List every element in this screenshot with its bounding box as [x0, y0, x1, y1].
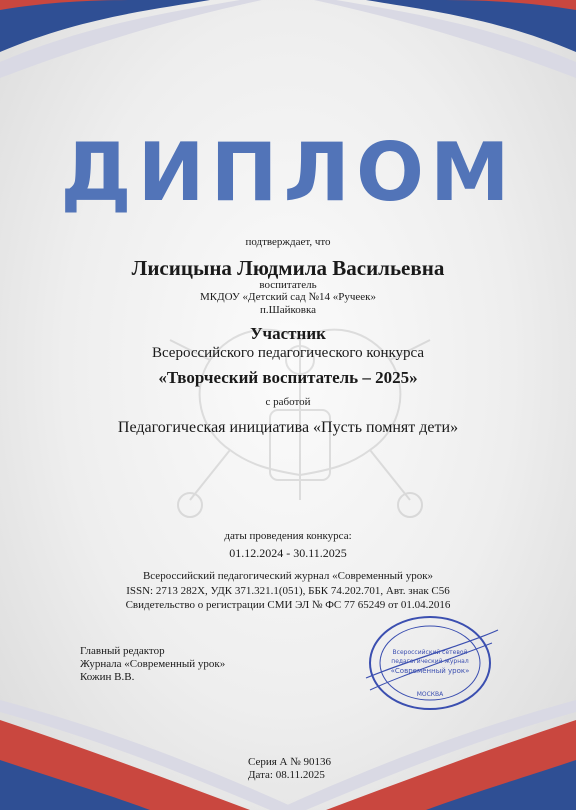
- journal-certificate: Свидетельство о регистрации СМИ ЭЛ № ФС 77 65249 от 01.04.2016: [125, 599, 451, 611]
- editor-role: Главный редактор: [80, 645, 165, 657]
- editor-journal: Журнала «Современный урок»: [80, 658, 226, 670]
- with-work-text: с работой: [265, 396, 311, 408]
- recipient-organization: МКДОУ «Детский сад №14 «Ручеек»: [200, 291, 376, 303]
- work-title: Педагогическая инициатива «Пусть помнят дети»: [117, 419, 459, 436]
- diploma-title: ДИПЛОМ: [60, 126, 516, 219]
- stamp-city: МОСКВА: [416, 691, 444, 698]
- dates-value: 01.12.2024 - 30.11.2025: [229, 546, 347, 560]
- participant-status: Участник: [250, 324, 326, 343]
- stamp-line-1: Всероссийский сетевой: [392, 649, 468, 656]
- series-number: Серия А № 90136: [248, 756, 331, 768]
- top-ribbon-decoration: [0, 0, 576, 90]
- editor-name: Кожин В.В.: [80, 671, 135, 683]
- issue-date: Дата: 08.11.2025: [248, 769, 325, 781]
- contest-name: «Творческий воспитатель – 2025»: [158, 368, 418, 387]
- stamp-line-3: «Современный урок»: [390, 667, 470, 675]
- editor-block: [80, 645, 225, 684]
- journal-issn: ISSN: 2713 282X, УДК 371.321.1(051), ББК 74.202.701, Авт. знак С56: [126, 585, 450, 597]
- recipient-name: Лисицына Людмила Васильевна: [131, 256, 445, 280]
- recipient-locality: п.Шайковка: [259, 304, 317, 316]
- confirms-text: подтверждает, что: [245, 236, 331, 248]
- recipient-position: воспитатель: [259, 279, 317, 291]
- journal-line: Всероссийский педагогический журнал «Современный урок»: [142, 570, 434, 582]
- footer-block: [248, 756, 331, 782]
- bottom-ribbon-decoration: [0, 700, 576, 810]
- contest-line: Всероссийского педагогического конкурса: [151, 345, 425, 361]
- dates-label: даты проведения конкурса:: [224, 530, 352, 542]
- stamp-line-2: педагогический журнал: [391, 658, 469, 665]
